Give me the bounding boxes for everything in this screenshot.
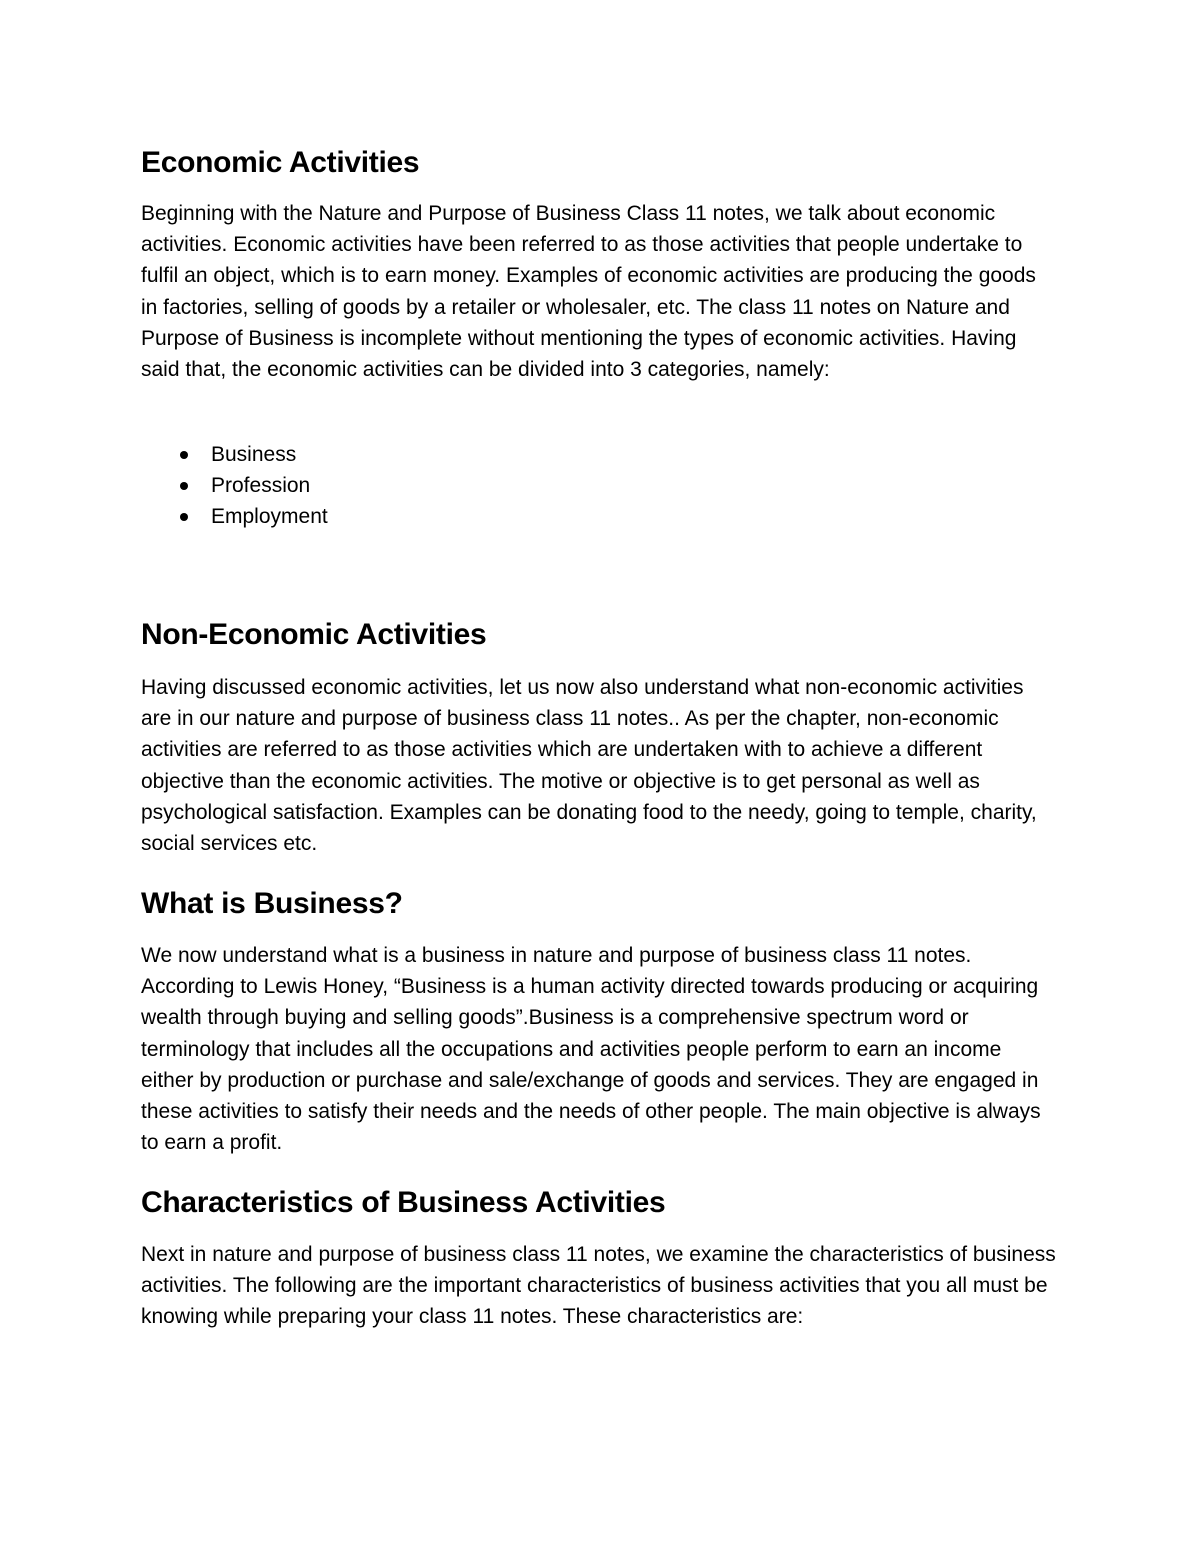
list-item: [177, 439, 328, 470]
bullet-icon: [180, 451, 188, 459]
paragraph-characteristics: Next in nature and purpose of business class 11 notes, we examine the characteristics of business activities. The following are the important characteristics of business activities that you all must be knowing while preparing your class 11 notes. These characteristics are:: [141, 1243, 1056, 1329]
list-item-label: Business: [211, 443, 297, 466]
list-item: [177, 470, 328, 501]
paragraph-economic-activities: Beginning with the Nature and Purpose of Business Class 11 notes, we talk about economic activities. Economic activities have been referred to as those activities that people undertake to fulfil an object, which is to earn money. Examples of economic activities are producing the goods in factories, selling of goods by a retailer or wholesaler, etc. The class 11 notes on Nature and Purpose of Business is incomplete without mentioning the types of economic activities. Having said that, the economic activities can be divided into 3 categories, namely:: [141, 202, 1036, 382]
list-item-label: Employment: [211, 505, 328, 528]
section-heading-non-economic-activities: Non-Economic Activities: [141, 618, 487, 651]
section-heading-characteristics: Characteristics of Business Activities: [141, 1186, 666, 1219]
bullet-icon: [180, 482, 188, 490]
paragraph-what-is-business: We now understand what is a business in nature and purpose of business class 11 notes. According to Lewis Honey, “Business is a human activity directed towards producing or acquiring wealth through buying and selling goods”.Business is a comprehensive spectrum word or terminology that includes all the occupations and activities people perform to earn an income either by production or purchase and sale/exchange of goods and services. They are engaged in these activities to satisfy their needs and the needs of other people. The main objective is always to earn a profit.: [141, 944, 1041, 1155]
bullet-icon: [180, 513, 188, 521]
list-item-label: Profession: [211, 474, 311, 497]
section-heading-economic-activities: Economic Activities: [141, 146, 420, 179]
paragraph-non-economic-activities: Having discussed economic activities, let us now also understand what non-economic activities are in our nature and purpose of business class 11 notes.. As per the chapter, non-economic activities are referred to as those activities which are undertaken with to achieve a different objective than the economic activities. The motive or objective is to get personal as well as psychological satisfaction. Examples can be donating food to the needy, going to temple, charity, social services etc.: [141, 676, 1037, 856]
economic-activities-list: [177, 439, 328, 532]
list-item: [177, 501, 328, 532]
section-heading-what-is-business: What is Business?: [141, 887, 403, 920]
